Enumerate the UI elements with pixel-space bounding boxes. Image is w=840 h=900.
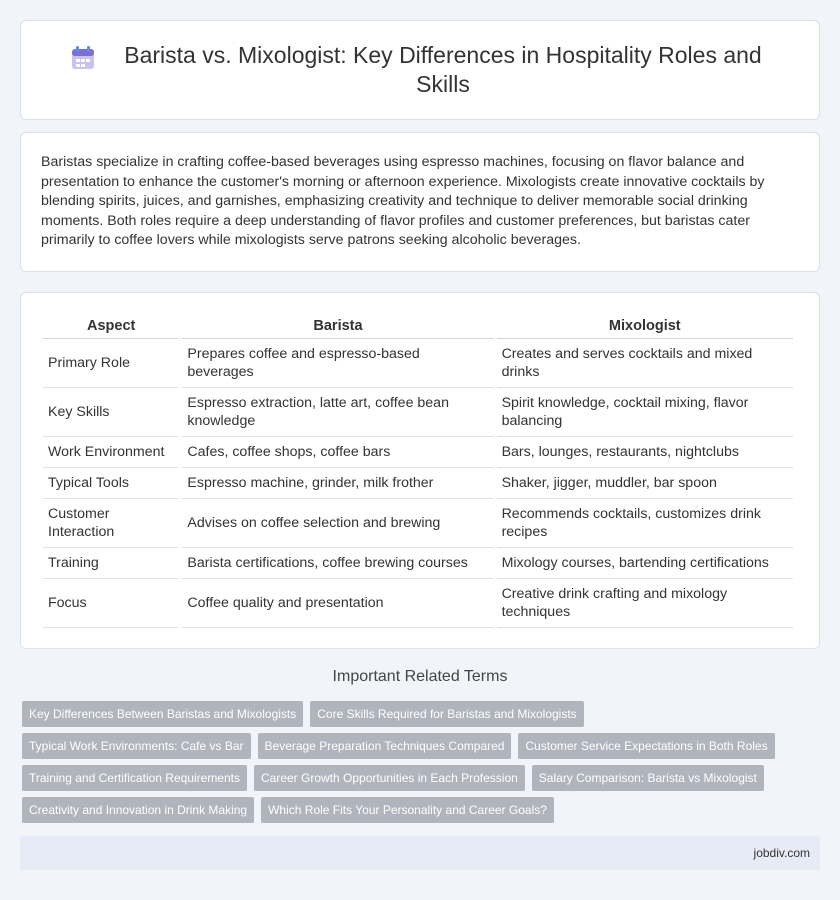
table-row xyxy=(43,579,793,628)
aspect-cell: Customer Interaction xyxy=(43,499,179,548)
mixologist-cell: Spirit knowledge, cocktail mixing, flavor balancing xyxy=(497,388,793,437)
barista-cell: Cafes, coffee shops, coffee bars xyxy=(182,437,493,468)
aspect-cell: Key Skills xyxy=(43,388,179,437)
mixologist-cell: Creates and serves cocktails and mixed drinks xyxy=(497,339,793,388)
related-term-tag[interactable]: Core Skills Required for Baristas and Mixologists xyxy=(310,701,583,727)
mixologist-cell: Creative drink crafting and mixology techniques xyxy=(497,579,793,628)
intro-paragraph: Baristas specialize in crafting coffee-based beverages using espresso machines, focusing on flavor balance and presentation to enhance the customer's morning or afternoon experience. Mixologists create innovative cocktails by blending spirits, juices, and garnishes, emphasizing creativity and technique to deliver memorable social drinking moments. Both roles require a deep understanding of flavor profiles and customer preferences, but baristas cater primarily to coffee lovers while mixologists serve patrons seeking alcoholic beverages. xyxy=(41,154,765,249)
header-aspect: Aspect xyxy=(43,315,179,339)
table-header-row xyxy=(43,315,793,339)
comparison-table xyxy=(40,315,796,628)
header-mixologist: Mixologist xyxy=(497,315,793,339)
mixologist-cell: Recommends cocktails, customizes drink recipes xyxy=(497,499,793,548)
page-title: Barista vs. Mixologist: Key Differences in Hospitality Roles and Skills xyxy=(124,42,762,97)
intro-card xyxy=(20,132,820,272)
tag-row xyxy=(22,701,822,727)
related-term-tag[interactable]: Beverage Preparation Techniques Compared xyxy=(258,733,512,759)
related-term-tag[interactable]: Typical Work Environments: Cafe vs Bar xyxy=(22,733,251,759)
related-term-tag[interactable]: Career Growth Opportunities in Each Profession xyxy=(254,765,525,791)
calendar-icon xyxy=(70,45,96,71)
table-row xyxy=(43,388,793,437)
header-barista: Barista xyxy=(182,315,493,339)
table-row xyxy=(43,339,793,388)
aspect-cell: Training xyxy=(43,548,179,579)
aspect-cell: Focus xyxy=(43,579,179,628)
tag-row xyxy=(22,797,822,823)
title-wrap xyxy=(70,41,770,99)
related-term-tag[interactable]: Salary Comparison: Barista vs Mixologist xyxy=(532,765,764,791)
aspect-cell: Typical Tools xyxy=(43,468,179,499)
aspect-cell: Primary Role xyxy=(43,339,179,388)
related-term-tag[interactable]: Which Role Fits Your Personality and Career Goals? xyxy=(261,797,554,823)
related-term-tag[interactable]: Training and Certification Requirements xyxy=(22,765,247,791)
barista-cell: Prepares coffee and espresso-based beverages xyxy=(182,339,493,388)
barista-cell: Advises on coffee selection and brewing xyxy=(182,499,493,548)
footer-site-link[interactable]: jobdiv.com xyxy=(753,846,810,860)
table-row xyxy=(43,468,793,499)
table-row xyxy=(43,499,793,548)
related-terms-list xyxy=(22,701,822,829)
related-terms-title: Important Related Terms xyxy=(332,668,508,685)
barista-cell: Espresso extraction, latte art, coffee bean knowledge xyxy=(182,388,493,437)
mixologist-cell: Mixology courses, bartending certifications xyxy=(497,548,793,579)
barista-cell: Barista certifications, coffee brewing courses xyxy=(182,548,493,579)
comparison-table-card xyxy=(20,292,820,649)
tag-row xyxy=(22,765,822,791)
mixologist-cell: Shaker, jigger, muddler, bar spoon xyxy=(497,468,793,499)
related-term-tag[interactable]: Customer Service Expectations in Both Roles xyxy=(518,733,774,759)
barista-cell: Espresso machine, grinder, milk frother xyxy=(182,468,493,499)
related-term-tag[interactable]: Key Differences Between Baristas and Mixologists xyxy=(22,701,303,727)
table-row xyxy=(43,548,793,579)
header-card xyxy=(20,20,820,120)
table-row xyxy=(43,437,793,468)
mixologist-cell: Bars, lounges, restaurants, nightclubs xyxy=(497,437,793,468)
tag-row xyxy=(22,733,822,759)
aspect-cell: Work Environment xyxy=(43,437,179,468)
footer xyxy=(20,836,820,870)
related-term-tag[interactable]: Creativity and Innovation in Drink Making xyxy=(22,797,254,823)
barista-cell: Coffee quality and presentation xyxy=(182,579,493,628)
